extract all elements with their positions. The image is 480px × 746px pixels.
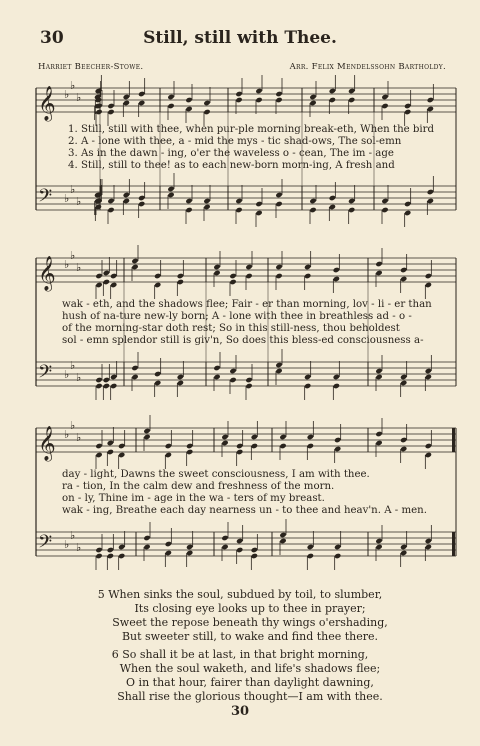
- note-head: [213, 270, 220, 276]
- note-head: [400, 374, 407, 380]
- note-head: [167, 94, 174, 100]
- note-head: [304, 374, 311, 380]
- note-head: [279, 532, 286, 538]
- note-head: [400, 437, 407, 443]
- note-head: [251, 443, 258, 449]
- note-head: [275, 201, 282, 207]
- note-head: [309, 198, 316, 204]
- note-head: [185, 207, 192, 213]
- note-head: [255, 88, 262, 94]
- note-head: [177, 374, 184, 380]
- verse-line: When the soul waketh, and life's shadows flee;: [119, 662, 381, 675]
- note-head: [425, 452, 432, 458]
- note-head: [400, 446, 407, 452]
- note-head: [110, 273, 117, 279]
- note-head: [425, 544, 432, 550]
- words-credit: Harriet Beecher-Stowe.: [38, 62, 144, 72]
- note-head: [400, 550, 407, 556]
- note-head: [118, 553, 125, 559]
- note-head: [251, 434, 258, 440]
- note-head: [107, 553, 114, 559]
- note-head: [404, 103, 411, 109]
- flat-icon: ♭: [70, 359, 76, 372]
- note-head: [165, 541, 172, 547]
- hymn-number: 30: [40, 28, 64, 48]
- note-head: [154, 371, 161, 377]
- note-head: [348, 198, 355, 204]
- note-head: [167, 103, 174, 109]
- note-head: [375, 368, 382, 374]
- note-head: [185, 106, 192, 112]
- note-head: [131, 264, 138, 270]
- note-head: [123, 198, 130, 204]
- note-head: [138, 91, 145, 97]
- note-head: [177, 380, 184, 386]
- note-head: [167, 186, 174, 192]
- note-head: [186, 443, 193, 449]
- note-head: [154, 282, 161, 288]
- note-head: [329, 204, 336, 210]
- note-head: [95, 273, 102, 279]
- final-bar-line: [452, 532, 455, 556]
- note-head: [275, 97, 282, 103]
- note-head: [279, 434, 286, 440]
- note-head: [95, 443, 102, 449]
- note-head: [107, 440, 114, 446]
- note-head: [229, 273, 236, 279]
- note-head: [375, 431, 382, 437]
- note-head: [131, 365, 138, 371]
- note-head: [425, 538, 432, 544]
- note-head: [95, 383, 102, 389]
- note-head: [334, 446, 341, 452]
- note-head: [236, 443, 243, 449]
- note-head: [167, 192, 174, 198]
- note-head: [203, 198, 210, 204]
- flat-icon: ♭: [76, 371, 82, 384]
- note-head: [251, 553, 258, 559]
- flat-icon: ♭: [70, 249, 76, 262]
- note-head: [348, 207, 355, 213]
- note-head: [275, 273, 282, 279]
- note-head: [213, 365, 220, 371]
- note-head: [107, 207, 114, 213]
- note-head: [255, 97, 262, 103]
- note-head: [165, 452, 172, 458]
- note-head: [165, 550, 172, 556]
- note-head: [245, 273, 252, 279]
- note-head: [123, 100, 130, 106]
- note-head: [229, 279, 236, 285]
- note-head: [107, 547, 114, 553]
- note-head: [425, 374, 432, 380]
- note-head: [304, 383, 311, 389]
- verse-6: [0, 648, 480, 704]
- note-head: [309, 100, 316, 106]
- note-head: [118, 544, 125, 550]
- note-head: [221, 544, 228, 550]
- flat-icon: ♭: [64, 192, 70, 205]
- note-head: [131, 258, 138, 264]
- note-head: [107, 103, 114, 109]
- lyric-line: on - ly, Thine im - age in the wa - ters of my breast.: [62, 493, 325, 504]
- note-head: [110, 383, 117, 389]
- note-head: [107, 109, 114, 115]
- note-head: [348, 97, 355, 103]
- note-head: [275, 368, 282, 374]
- verse-5: [0, 588, 480, 644]
- note-head: [177, 273, 184, 279]
- bass-clef-icon: 𝄢: [38, 362, 53, 387]
- note-head: [95, 547, 102, 553]
- note-head: [333, 374, 340, 380]
- note-head: [186, 550, 193, 556]
- note-head: [307, 443, 314, 449]
- note-head: [427, 189, 434, 195]
- note-head: [334, 544, 341, 550]
- note-head: [203, 109, 210, 115]
- note-head: [221, 535, 228, 541]
- note-head: [203, 204, 210, 210]
- note-head: [103, 377, 110, 383]
- lyric-line: sol - emn splendor still is giv'n, So does this bless-ed consciousness a-: [62, 335, 424, 346]
- note-head: [400, 267, 407, 273]
- note-head: [304, 264, 311, 270]
- verse-line: But sweeter still, to wake and find thee there.: [121, 630, 379, 643]
- flat-icon: ♭: [64, 88, 70, 101]
- lyric-line: 2. A - lone with thee, a - mid the mys - tic shad-ows, The sol-emn: [68, 136, 402, 147]
- hymn-title: Still, still with Thee.: [143, 28, 337, 48]
- note-head: [425, 443, 432, 449]
- verse-line: Sweet the repose beneath thy wings o'ershading,: [112, 616, 388, 629]
- final-bar-line: [452, 428, 455, 452]
- note-head: [307, 553, 314, 559]
- note-head: [138, 201, 145, 207]
- note-head: [154, 273, 161, 279]
- note-head: [329, 195, 336, 201]
- note-head: [235, 97, 242, 103]
- note-head: [236, 538, 243, 544]
- note-head: [251, 547, 258, 553]
- note-head: [375, 270, 382, 276]
- lyric-line: ra - tion, In the calm dew and freshness of the morn.: [62, 481, 335, 492]
- note-head: [427, 106, 434, 112]
- verse-line: 6 So shall it be at last, in that bright morning,: [111, 648, 369, 661]
- lyric-line: 3. As in the dawn - ing, o'er the waveless o - cean, The im - age: [68, 148, 394, 159]
- note-head: [279, 538, 286, 544]
- note-head: [143, 535, 150, 541]
- note-head: [95, 553, 102, 559]
- note-head: [375, 261, 382, 267]
- note-head: [229, 377, 236, 383]
- note-head: [307, 544, 314, 550]
- flat-icon: ♭: [64, 428, 70, 441]
- note-head: [334, 437, 341, 443]
- note-head: [333, 276, 340, 282]
- note-head: [95, 109, 102, 115]
- flat-icon: ♭: [64, 258, 70, 271]
- note-head: [143, 544, 150, 550]
- note-head: [333, 267, 340, 273]
- flat-icon: ♭: [76, 261, 82, 274]
- note-head: [329, 88, 336, 94]
- note-head: [381, 94, 388, 100]
- note-head: [381, 198, 388, 204]
- bass-clef-icon: 𝄢: [38, 532, 53, 557]
- note-head: [138, 100, 145, 106]
- note-head: [425, 368, 432, 374]
- note-head: [245, 377, 252, 383]
- note-head: [165, 443, 172, 449]
- note-head: [95, 377, 102, 383]
- note-head: [229, 368, 236, 374]
- note-head: [275, 91, 282, 97]
- note-head: [95, 452, 102, 458]
- note-head: [95, 282, 102, 288]
- note-head: [118, 452, 125, 458]
- note-head: [427, 198, 434, 204]
- note-head: [375, 374, 382, 380]
- verse-line: Shall rise the glorious thought—I am with thee.: [117, 690, 383, 703]
- note-head: [255, 201, 262, 207]
- note-head: [221, 434, 228, 440]
- note-head: [309, 207, 316, 213]
- note-head: [329, 97, 336, 103]
- note-head: [275, 362, 282, 368]
- note-head: [110, 374, 117, 380]
- note-head: [103, 383, 110, 389]
- note-head: [381, 103, 388, 109]
- note-head: [425, 273, 432, 279]
- note-head: [255, 210, 262, 216]
- note-head: [154, 380, 161, 386]
- note-head: [143, 428, 150, 434]
- note-head: [404, 210, 411, 216]
- verse-line: 5 When sinks the soul, subdued by toil, to slumber,: [97, 588, 383, 601]
- note-head: [186, 544, 193, 550]
- page-number: 30: [230, 704, 250, 719]
- lyric-line: 4. Still, still to thee! as to each new-born morn-ing, A fresh and: [68, 160, 395, 171]
- note-head: [221, 440, 228, 446]
- note-head: [400, 276, 407, 282]
- note-head: [427, 97, 434, 103]
- note-head: [103, 279, 110, 285]
- note-head: [131, 374, 138, 380]
- verse-line: O in that hour, fairer than daylight dawning,: [126, 676, 374, 689]
- flat-icon: ♭: [70, 419, 76, 432]
- note-head: [213, 374, 220, 380]
- note-head: [235, 207, 242, 213]
- treble-clef-icon: 𝄞: [38, 426, 56, 461]
- note-head: [309, 94, 316, 100]
- flat-icon: ♭: [76, 195, 82, 208]
- note-head: [425, 282, 432, 288]
- flat-icon: ♭: [76, 431, 82, 444]
- note-head: [404, 201, 411, 207]
- note-head: [245, 264, 252, 270]
- note-head: [235, 91, 242, 97]
- note-head: [213, 264, 220, 270]
- flat-icon: ♭: [70, 529, 76, 542]
- music-credit: Arr. Felix Mendelssohn Bartholdy.: [289, 62, 446, 72]
- flat-icon: ♭: [76, 91, 82, 104]
- verse-line: Its closing eye looks up to thee in prayer;: [134, 602, 366, 615]
- note-head: [400, 544, 407, 550]
- note-head: [375, 544, 382, 550]
- note-head: [404, 109, 411, 115]
- note-head: [235, 198, 242, 204]
- note-head: [279, 443, 286, 449]
- note-head: [107, 198, 114, 204]
- note-head: [304, 273, 311, 279]
- flat-icon: ♭: [70, 79, 76, 92]
- note-head: [275, 192, 282, 198]
- note-head: [110, 282, 117, 288]
- lyric-line: wak - ing, Breathe each day nearness un - to thee and heav'n. A - men.: [62, 505, 427, 516]
- note-head: [138, 195, 145, 201]
- note-head: [381, 207, 388, 213]
- treble-clef-icon: 𝄞: [38, 86, 56, 121]
- lyric-line: 1. Still, still with thee, when pur-ple morning break-eth, When the bird: [68, 124, 435, 135]
- note-head: [177, 279, 184, 285]
- note-head: [186, 449, 193, 455]
- note-head: [400, 380, 407, 386]
- lyric-line: day - light, Dawns the sweet consciousness, I am with thee.: [62, 469, 370, 480]
- note-head: [245, 383, 252, 389]
- note-head: [143, 434, 150, 440]
- note-head: [103, 270, 110, 276]
- flat-icon: ♭: [76, 541, 82, 554]
- lyric-line: hush of na-ture new-ly born; A - lone with thee in breathless ad - o -: [62, 311, 412, 322]
- treble-clef-icon: 𝄞: [38, 256, 56, 291]
- bass-clef-icon: 𝄢: [38, 186, 53, 211]
- flat-icon: ♭: [70, 183, 76, 196]
- note-head: [348, 88, 355, 94]
- note-head: [275, 264, 282, 270]
- note-head: [307, 434, 314, 440]
- lyric-line: wak - eth, and the shadows flee; Fair - er than morning, lov - li - er than: [62, 299, 432, 310]
- note-head: [118, 443, 125, 449]
- note-head: [203, 100, 210, 106]
- note-head: [185, 198, 192, 204]
- note-head: [375, 538, 382, 544]
- note-head: [334, 553, 341, 559]
- note-head: [236, 449, 243, 455]
- note-head: [236, 547, 243, 553]
- lyric-line: of the morning-star doth rest; So in this still-ness, thou beholdest: [62, 323, 400, 334]
- note-head: [185, 97, 192, 103]
- note-head: [107, 449, 114, 455]
- note-head: [375, 440, 382, 446]
- note-head: [333, 383, 340, 389]
- flat-icon: ♭: [64, 538, 70, 551]
- flat-icon: ♭: [64, 368, 70, 381]
- note-head: [123, 192, 130, 198]
- note-head: [123, 94, 130, 100]
